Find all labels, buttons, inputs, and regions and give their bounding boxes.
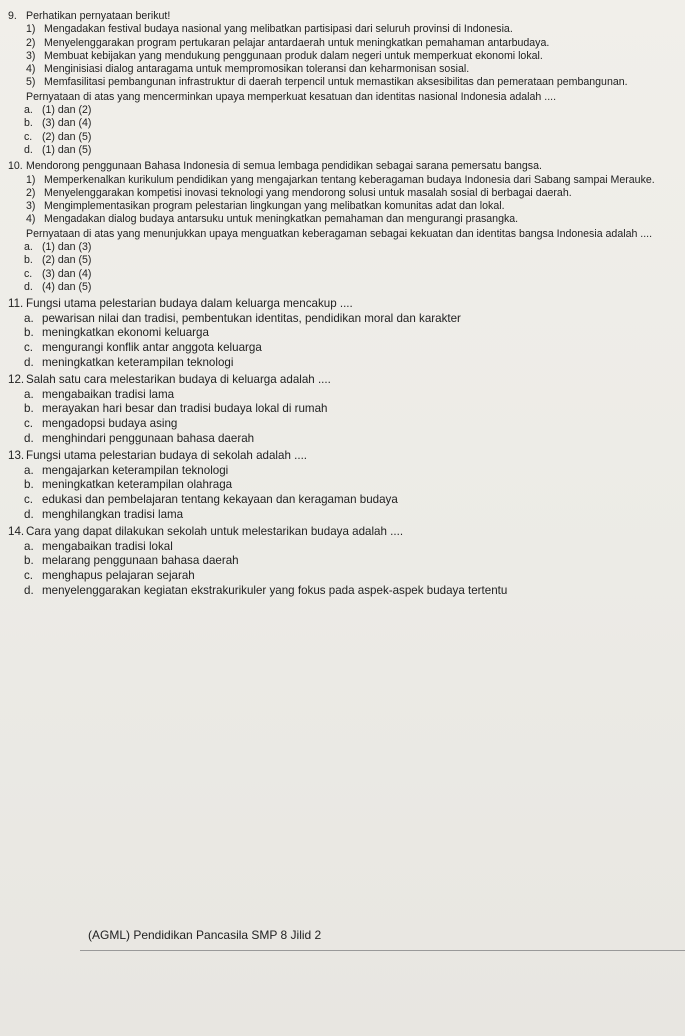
answer-option-d[interactable]: d. meningkatkan keterampilan teknologi [24, 355, 234, 369]
question-stem: Fungsi utama pelestarian budaya dalam keluarga mencakup .... [26, 297, 353, 311]
answer-option-d[interactable]: d. menyelenggarakan kegiatan ekstrakurikuler yang fokus pada aspek-aspek budaya tertentu [24, 583, 508, 597]
answer-option-b[interactable]: b. (2) dan (5) [24, 254, 92, 267]
list-item: 4) Mengadakan dialog budaya antarsuku untuk meningkatkan pemahaman dan mengurangi prasangka. [26, 213, 519, 226]
question-number: 13. [8, 449, 25, 463]
question-stem: Perhatikan pernyataan berikut! [26, 10, 171, 22]
question-number: 11. [8, 297, 24, 311]
question-number: 14. [8, 525, 25, 539]
list-item: 4) Menginisiasi dialog antaragama untuk mempromosikan toleransi dan keharmonisan sosial. [26, 63, 470, 76]
answer-option-b[interactable]: b. melarang penggunaan bahasa daerah [24, 554, 239, 568]
answer-option-c[interactable]: c. mengurangi konflik antar anggota keluarga [24, 341, 262, 355]
question-13 [8, 449, 675, 522]
question-number: 9. [8, 10, 17, 22]
question-14 [8, 525, 675, 598]
question-10 [8, 160, 675, 294]
answer-option-c[interactable]: c. edukasi dan pembelajaran tentang kekayaan dan keragaman budaya [24, 492, 398, 506]
question-statement: Pernyataan di atas yang mencerminkan upaya memperkuat kesatuan dan identitas nasional Indonesia adalah .... [26, 90, 557, 103]
answer-option-b[interactable]: b. meningkatkan keterampilan olahraga [24, 478, 233, 492]
question-stem: Mendorong penggunaan Bahasa Indonesia di semua lembaga pendidikan sebagai sarana pemersatu bangsa. [26, 160, 542, 173]
statement-list [26, 23, 675, 89]
answer-option-a[interactable]: a. pewarisan nilai dan tradisi, pembentukan identitas, pendidikan moral dan karakter [24, 311, 461, 325]
answer-option-b[interactable]: b. (3) dan (4) [24, 117, 92, 130]
answer-option-c[interactable]: c. menghapus pelajaran sejarah [24, 568, 195, 582]
answer-option-a[interactable]: a. mengabaikan tradisi lokal [24, 539, 173, 553]
answer-option-a[interactable]: a. mengajarkan keterampilan teknologi [24, 463, 229, 477]
answer-option-d[interactable]: d. (1) dan (5) [24, 143, 92, 156]
question-stem: Cara yang dapat dilakukan sekolah untuk melestarikan budaya adalah .... [26, 525, 404, 539]
list-item: 1) Mengadakan festival budaya nasional yang melibatkan partisipasi dari seluruh provinsi di Indonesia. [26, 23, 513, 36]
question-stem: Salah satu cara melestarikan budaya di keluarga adalah .... [26, 373, 331, 387]
page-footer: (AGML) Pendidikan Pancasila SMP 8 Jilid 2 [88, 928, 322, 942]
answer-option-d[interactable]: d. menghilangkan tradisi lama [24, 507, 184, 521]
list-item: 3) Mengimplementasikan program pelestarian lingkungan yang melibatkan komunitas adat dan lokal. [26, 200, 505, 213]
answer-option-a[interactable]: a. (1) dan (3) [24, 241, 92, 254]
question-stem: Fungsi utama pelestarian budaya di sekolah adalah .... [26, 449, 308, 463]
list-item: 2) Menyelenggarakan program pertukaran pelajar antardaerah untuk meningkatkan pemahaman antarbudaya. [26, 36, 550, 49]
answer-option-c[interactable]: c. (2) dan (5) [24, 130, 92, 143]
question-statement: Pernyataan di atas yang menunjukkan upaya menguatkan keberagaman sebagai kekuatan dan identitas bangsa Indonesia adalah .... [26, 227, 653, 240]
statement-list [26, 174, 675, 227]
question-number: 10. [8, 160, 23, 173]
question-12 [8, 373, 675, 446]
footer-divider [80, 950, 685, 951]
answer-option-b[interactable]: b. merayakan hari besar dan tradisi budaya lokal di rumah [24, 402, 328, 416]
list-item: 2) Menyelenggarakan kompetisi inovasi teknologi yang mendorong solusi untuk masalah sosial di berbagai daerah. [26, 186, 572, 199]
answer-option-d[interactable]: d. menghindari penggunaan bahasa daerah [24, 431, 255, 445]
question-11 [8, 297, 675, 370]
answer-option-a[interactable]: a. (1) dan (2) [24, 104, 92, 117]
list-item: 3) Membuat kebijakan yang mendukung penggunaan produk dalam negeri untuk memperkuat ekonomi lokal. [26, 49, 543, 62]
list-item: 1) Memperkenalkan kurikulum pendidikan yang mengajarkan tentang keberagaman budaya Indonesia dari Sabang sampai Merauke. [26, 173, 655, 186]
question-9 [8, 10, 675, 157]
question-number: 12. [8, 373, 25, 387]
answer-option-b[interactable]: b. meningkatkan ekonomi keluarga [24, 326, 209, 340]
list-item: 5) Memfasilitasi pembangunan infrastruktur di daerah terpencil untuk memastikan aksesibilitas dan pemerataan pembangunan. [26, 76, 628, 89]
answer-option-c[interactable]: c. mengadopsi budaya asing [24, 416, 178, 430]
answer-option-a[interactable]: a. mengabaikan tradisi lama [24, 387, 175, 401]
answer-option-d[interactable]: d. (4) dan (5) [24, 280, 92, 293]
answer-option-c[interactable]: c. (3) dan (4) [24, 267, 92, 280]
